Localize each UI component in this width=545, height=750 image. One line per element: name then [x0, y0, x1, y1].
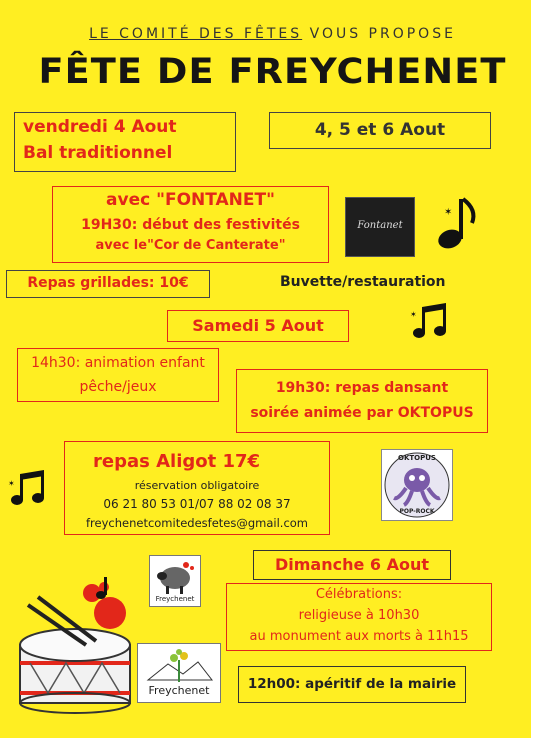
- sheep-logo-text: Freychenet: [155, 595, 195, 603]
- celebrations-line1: religieuse à 10h30: [298, 608, 420, 623]
- svg-text:✶: ✶: [410, 310, 417, 319]
- sunday-date: Dimanche 6 Aout: [274, 555, 430, 574]
- animation-line2: pêche/jeux: [79, 379, 157, 395]
- octopus-logo-top: OKTOPUS: [398, 454, 436, 462]
- village-logo-text: Freychenet: [148, 684, 210, 697]
- svg-text:✶: ✶: [8, 479, 15, 488]
- header-committee: LE COMITÉ DES FÊTES: [89, 26, 303, 42]
- friday-event: Bal traditionnel: [23, 143, 173, 163]
- aligot-reservation: réservation obligatoire: [134, 479, 260, 492]
- header-line: [0, 26, 545, 42]
- celebrations-line2: au monument aux morts à 11h15: [249, 629, 469, 644]
- celebrations-title: Célébrations:: [315, 587, 403, 602]
- aligot-email: freychenetcomitedesfetes@gmail.com: [85, 516, 309, 530]
- fontanet-logo-text: Fontanet: [357, 220, 403, 231]
- friday-date: vendredi 4 Aout: [23, 117, 177, 137]
- celebrations-box: [226, 583, 492, 651]
- sunday-box: [253, 550, 451, 580]
- aligot-title: repas Aligot 17€: [93, 451, 261, 472]
- animation-box: [17, 348, 219, 402]
- fontanet-band-logo: [345, 197, 415, 257]
- aligot-box: [64, 441, 330, 535]
- double-music-note-icon: [410, 303, 452, 341]
- svg-text:✶: ✶: [444, 207, 453, 218]
- octopus-logo: [381, 449, 453, 521]
- sheep-logo: [149, 555, 201, 607]
- village-logo: [137, 643, 221, 703]
- double-music-note-icon: [8, 470, 50, 508]
- evening-line1: 19h30: repas dansant: [275, 380, 449, 396]
- saturday-box: [167, 310, 349, 342]
- fontanet-line1: avec "FONTANET": [106, 190, 275, 210]
- evening-line2: soirée animée par OKTOPUS: [250, 405, 474, 421]
- header-proposes: VOUS PROPOSE: [309, 26, 456, 42]
- friday-box: [14, 112, 236, 172]
- grillades-box: [6, 270, 210, 298]
- fontanet-box: [52, 186, 329, 263]
- animation-line1: 14h30: animation enfant: [31, 355, 205, 371]
- saturday-date: Samedi 5 Aout: [192, 316, 324, 335]
- evening-box: [236, 369, 488, 433]
- dates-range-box: [269, 112, 491, 149]
- grillades-text: Repas grillades: 10€: [27, 275, 189, 291]
- dates-range: 4, 5 et 6 Aout: [314, 120, 446, 140]
- drum-illustration: [8, 575, 138, 715]
- aperitif-box: [238, 666, 466, 703]
- octopus-logo-bottom: POP-ROCK: [399, 508, 435, 515]
- fontanet-line3: avec le"Cor de Canterate": [95, 238, 286, 253]
- music-note-icon: [436, 193, 478, 251]
- buvette-text: Buvette/restauration: [280, 274, 446, 290]
- aligot-phones: 06 21 80 53 01/07 88 02 08 37: [103, 497, 291, 511]
- poster-title: FÊTE DE FREYCHENET: [38, 52, 507, 92]
- fontanet-line2: 19H30: début des festivités: [81, 217, 300, 233]
- aperitif-text: 12h00: apéritif de la mairie: [247, 676, 457, 692]
